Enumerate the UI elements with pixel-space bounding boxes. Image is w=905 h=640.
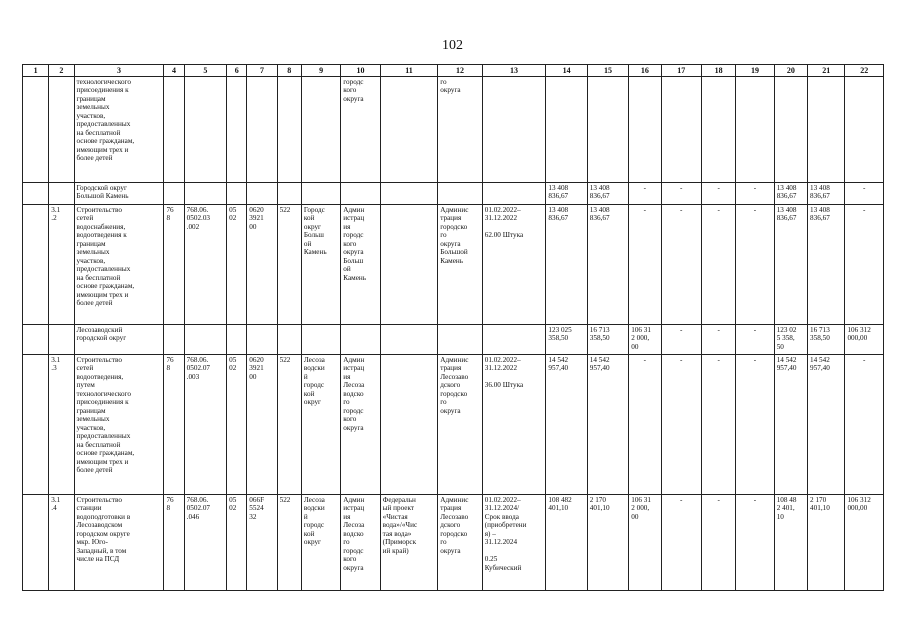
table-cell-col-3: Лесозаводский городской округ	[74, 325, 164, 355]
table-cell-col-22	[845, 77, 884, 183]
table-cell-col-22: 106 312 000,00	[845, 325, 884, 355]
table-cell-col-15: 13 408 836,67	[587, 205, 628, 325]
table-cell-col-6: 05 02	[227, 355, 247, 495]
column-header-3: 3	[74, 65, 164, 77]
table-cell-col-11: Федеральн ый проект «Чистая вода»/«Чис тая вода» (Приморск ий край)	[380, 495, 438, 591]
table-row	[23, 355, 884, 495]
table-cell-col-1	[23, 495, 49, 591]
table-cell-col-14: 108 482 401,10	[546, 495, 587, 591]
table-cell-col-1	[23, 205, 49, 325]
column-header-1: 1	[23, 65, 49, 77]
column-header-10: 10	[341, 65, 380, 77]
table-cell-col-17: -	[661, 355, 701, 495]
table-cell-col-10	[341, 183, 380, 205]
table-cell-col-21: 13 408 836,67	[808, 183, 845, 205]
table-cell-col-14	[546, 77, 587, 183]
table-cell-col-17: -	[661, 325, 701, 355]
table-cell-col-22: -	[845, 205, 884, 325]
table-cell-col-8: 522	[277, 355, 301, 495]
column-header-19: 19	[736, 65, 774, 77]
table-cell-col-21: 2 170 401,10	[808, 495, 845, 591]
table-cell-col-11	[380, 205, 438, 325]
table-row	[23, 495, 884, 591]
table-cell-col-10: Админ истрац ия Лесоза водско го городс кого округа	[341, 355, 380, 495]
table-cell-col-16: -	[629, 205, 661, 325]
table-cell-col-9	[301, 325, 340, 355]
table-cell-col-10: Админ истрац ия городс кого округа Больш ой Камень	[341, 205, 380, 325]
table-row	[23, 77, 884, 183]
table-cell-col-16	[629, 77, 661, 183]
table-cell-col-22: -	[845, 355, 884, 495]
table-row	[23, 205, 884, 325]
column-header-18: 18	[701, 65, 735, 77]
table-cell-col-20: 123 02 5 358, 50	[774, 325, 807, 355]
table-cell-col-17: -	[661, 183, 701, 205]
column-header-2: 2	[49, 65, 74, 77]
column-header-8: 8	[277, 65, 301, 77]
table-cell-col-13	[482, 325, 546, 355]
table-cell-col-4: 76 8	[164, 205, 184, 325]
table-cell-col-19: -	[736, 495, 774, 591]
table-cell-col-8: 522	[277, 495, 301, 591]
table-cell-col-5	[184, 325, 226, 355]
table-row	[23, 183, 884, 205]
table-cell-col-22: 106 312 000,00	[845, 495, 884, 591]
table-cell-col-2	[49, 325, 74, 355]
table-cell-col-20	[774, 77, 807, 183]
table-cell-col-4: 76 8	[164, 355, 184, 495]
table-cell-col-5: 768.06. 0502.03 .002	[184, 205, 226, 325]
table-cell-col-1	[23, 77, 49, 183]
table-cell-col-1	[23, 183, 49, 205]
table-cell-col-17	[661, 77, 701, 183]
table-cell-col-19: -	[736, 183, 774, 205]
table-cell-col-16: 106 31 2 000, 00	[629, 325, 661, 355]
table-cell-col-7	[247, 77, 277, 183]
table-cell-col-11	[380, 183, 438, 205]
table-cell-col-12: го округа	[438, 77, 482, 183]
column-header-11: 11	[380, 65, 438, 77]
table-cell-col-11	[380, 77, 438, 183]
table-cell-col-19: -	[736, 325, 774, 355]
table-cell-col-9	[301, 183, 340, 205]
table-cell-col-16: -	[629, 183, 661, 205]
table-cell-col-15: 13 408 836,67	[587, 183, 628, 205]
table-cell-col-19: -	[736, 355, 774, 495]
table-cell-col-21: 14 542 957,40	[808, 355, 845, 495]
table-cell-col-7	[247, 325, 277, 355]
table-cell-col-20: 14 542 957,40	[774, 355, 807, 495]
column-header-7: 7	[247, 65, 277, 77]
table-cell-col-18: -	[701, 205, 735, 325]
table-cell-col-18: -	[701, 325, 735, 355]
table-cell-col-12: Админис трация Лесозаво дского городско го округа	[438, 495, 482, 591]
table-cell-col-3: Городской округ Большой Камень	[74, 183, 164, 205]
column-header-14: 14	[546, 65, 587, 77]
table-cell-col-16: 106 31 2 000, 00	[629, 495, 661, 591]
column-header-17: 17	[661, 65, 701, 77]
table-cell-col-8	[277, 183, 301, 205]
column-header-4: 4	[164, 65, 184, 77]
table-cell-col-11	[380, 325, 438, 355]
table-cell-col-3: Строительство сетей водоотведения, путем технологического присоединения к границам земельных участков, предоставленных на бесплатной основе гражданам, имеющим трех и более детей	[74, 355, 164, 495]
table-cell-col-15	[587, 77, 628, 183]
table-cell-col-14: 123 025 358,50	[546, 325, 587, 355]
table-cell-col-2: 3.1 .2	[49, 205, 74, 325]
table-cell-col-8	[277, 77, 301, 183]
table-cell-col-13: 01.02.2022– 31.12.2022 36.00 Штука	[482, 355, 546, 495]
column-header-16: 16	[629, 65, 661, 77]
table-row	[23, 325, 884, 355]
table-cell-col-13: 01.02.2022– 31.12.2024/ Срок ввода (приобретени я) – 31.12.2024 0.25 Кубический	[482, 495, 546, 591]
table-cell-col-4	[164, 183, 184, 205]
header-row	[23, 65, 884, 77]
table-cell-col-2: 3.1 .4	[49, 495, 74, 591]
table-cell-col-17: -	[661, 495, 701, 591]
table-cell-col-3: Строительство сетей водоснабжения, водоотведения к границам земельных участков, предоставленных на бесплатной основе гражданам, имеющим трех и более детей	[74, 205, 164, 325]
table-cell-col-13	[482, 183, 546, 205]
table-cell-col-6	[227, 183, 247, 205]
column-header-21: 21	[808, 65, 845, 77]
table-cell-col-16: -	[629, 355, 661, 495]
column-header-15: 15	[587, 65, 628, 77]
table-cell-col-5: 768.06. 0502.07 .046	[184, 495, 226, 591]
table-cell-col-10	[341, 325, 380, 355]
table-cell-col-20: 13 408 836,67	[774, 205, 807, 325]
table-cell-col-22: -	[845, 183, 884, 205]
table-cell-col-6: 05 02	[227, 495, 247, 591]
table-cell-col-15: 2 170 401,10	[587, 495, 628, 591]
table-cell-col-19	[736, 77, 774, 183]
table-cell-col-4: 76 8	[164, 495, 184, 591]
table-cell-col-14: 13 408 836,67	[546, 205, 587, 325]
table-cell-col-18: -	[701, 495, 735, 591]
column-header-12: 12	[438, 65, 482, 77]
table-cell-col-14: 13 408 836,67	[546, 183, 587, 205]
table-cell-col-21: 13 408 836,67	[808, 205, 845, 325]
table-cell-col-1	[23, 325, 49, 355]
table-cell-col-20: 108 48 2 401, 10	[774, 495, 807, 591]
table-cell-col-2: 3.1 .3	[49, 355, 74, 495]
column-header-20: 20	[774, 65, 807, 77]
column-header-5: 5	[184, 65, 226, 77]
column-header-6: 6	[227, 65, 247, 77]
table-cell-col-18	[701, 77, 735, 183]
table-cell-col-18: -	[701, 355, 735, 495]
table-cell-col-12: Админис трация городско го округа Большой Камень	[438, 205, 482, 325]
table-cell-col-9: Лесоза водски й городс кой округ	[301, 495, 340, 591]
budget-table	[22, 64, 884, 591]
table-cell-col-1	[23, 355, 49, 495]
column-header-9: 9	[301, 65, 340, 77]
table-cell-col-18: -	[701, 183, 735, 205]
table-cell-col-3: Строительство станции водоподготовки в Лесозаводском городском округе мкр. Юго- Западный, в том числе на ПСД	[74, 495, 164, 591]
column-header-22: 22	[845, 65, 884, 77]
table-cell-col-9: Городс кой округ Больш ой Камень	[301, 205, 340, 325]
table-cell-col-10: Админ истрац ия Лесоза водско го городс кого округа	[341, 495, 380, 591]
table-cell-col-6: 05 02	[227, 205, 247, 325]
table-cell-col-7: 0620 3921 00	[247, 205, 277, 325]
table-cell-col-6	[227, 77, 247, 183]
table-cell-col-5	[184, 77, 226, 183]
table-cell-col-6	[227, 325, 247, 355]
table-cell-col-20: 13 408 836,67	[774, 183, 807, 205]
table-cell-col-17: -	[661, 205, 701, 325]
table-cell-col-12: Админис трация Лесозаво дского городско го округа	[438, 355, 482, 495]
table-cell-col-10: городс кого округа	[341, 77, 380, 183]
table-cell-col-15: 14 542 957,40	[587, 355, 628, 495]
table-cell-col-3: технологического присоединения к границам земельных участков, предоставленных на бесплатной основе гражданам, имеющим трех и более детей	[74, 77, 164, 183]
table-cell-col-7	[247, 183, 277, 205]
table-cell-col-4	[164, 325, 184, 355]
table-cell-col-8: 522	[277, 205, 301, 325]
table-cell-col-13	[482, 77, 546, 183]
table-cell-col-13: 01.02.2022– 31.12.2022 62.00 Штука	[482, 205, 546, 325]
table-cell-col-15: 16 713 358,50	[587, 325, 628, 355]
table-cell-col-12	[438, 325, 482, 355]
table-cell-col-7: 066F 5524 32	[247, 495, 277, 591]
table-cell-col-5	[184, 183, 226, 205]
table-cell-col-2	[49, 183, 74, 205]
table-cell-col-11	[380, 355, 438, 495]
table-cell-col-4	[164, 77, 184, 183]
table-cell-col-19: -	[736, 205, 774, 325]
table-cell-col-12	[438, 183, 482, 205]
table-cell-col-14: 14 542 957,40	[546, 355, 587, 495]
table-cell-col-21	[808, 77, 845, 183]
table-cell-col-8	[277, 325, 301, 355]
column-header-13: 13	[482, 65, 546, 77]
table-cell-col-9: Лесоза водски й городс кой округ	[301, 355, 340, 495]
table-cell-col-9	[301, 77, 340, 183]
table-cell-col-5: 768.06. 0502.07 .003	[184, 355, 226, 495]
table-cell-col-2	[49, 77, 74, 183]
table-cell-col-21: 16 713 358,50	[808, 325, 845, 355]
table-cell-col-7: 0620 3921 00	[247, 355, 277, 495]
page-number: 102	[442, 38, 463, 53]
